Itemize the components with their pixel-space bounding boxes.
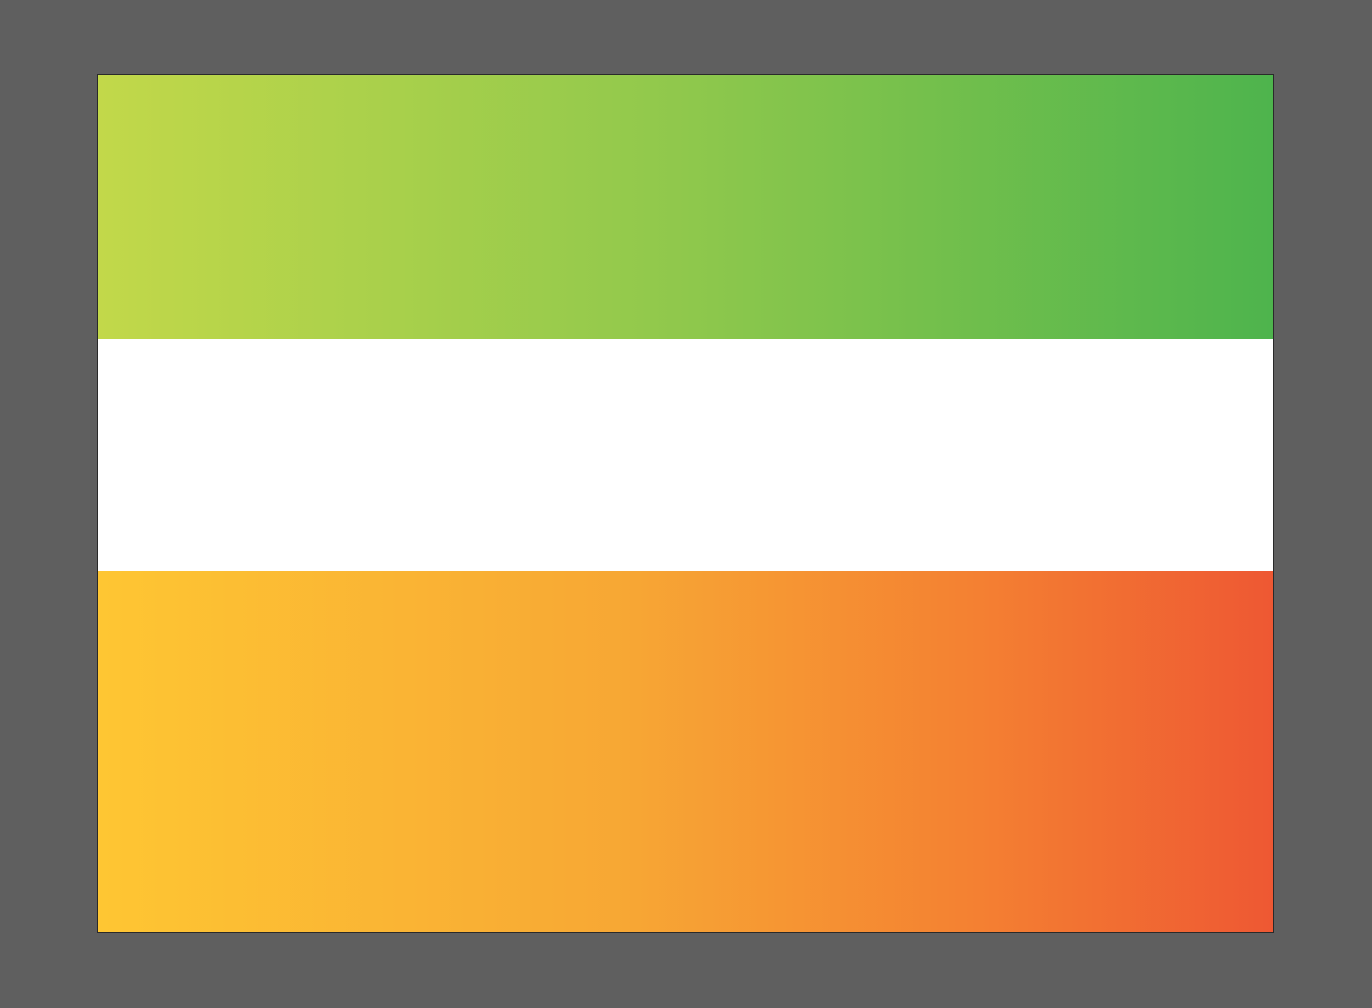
cover-subtitle	[755, 589, 1175, 617]
orange-shield-banner	[98, 571, 1273, 932]
brochure-artboard	[98, 75, 1273, 932]
title-band	[98, 339, 1273, 571]
back-panel-subtitle	[134, 485, 394, 500]
green-shield-banner	[98, 75, 1273, 339]
shield-keyhole-pattern	[98, 571, 1273, 932]
shield-check-pattern	[98, 75, 1273, 339]
